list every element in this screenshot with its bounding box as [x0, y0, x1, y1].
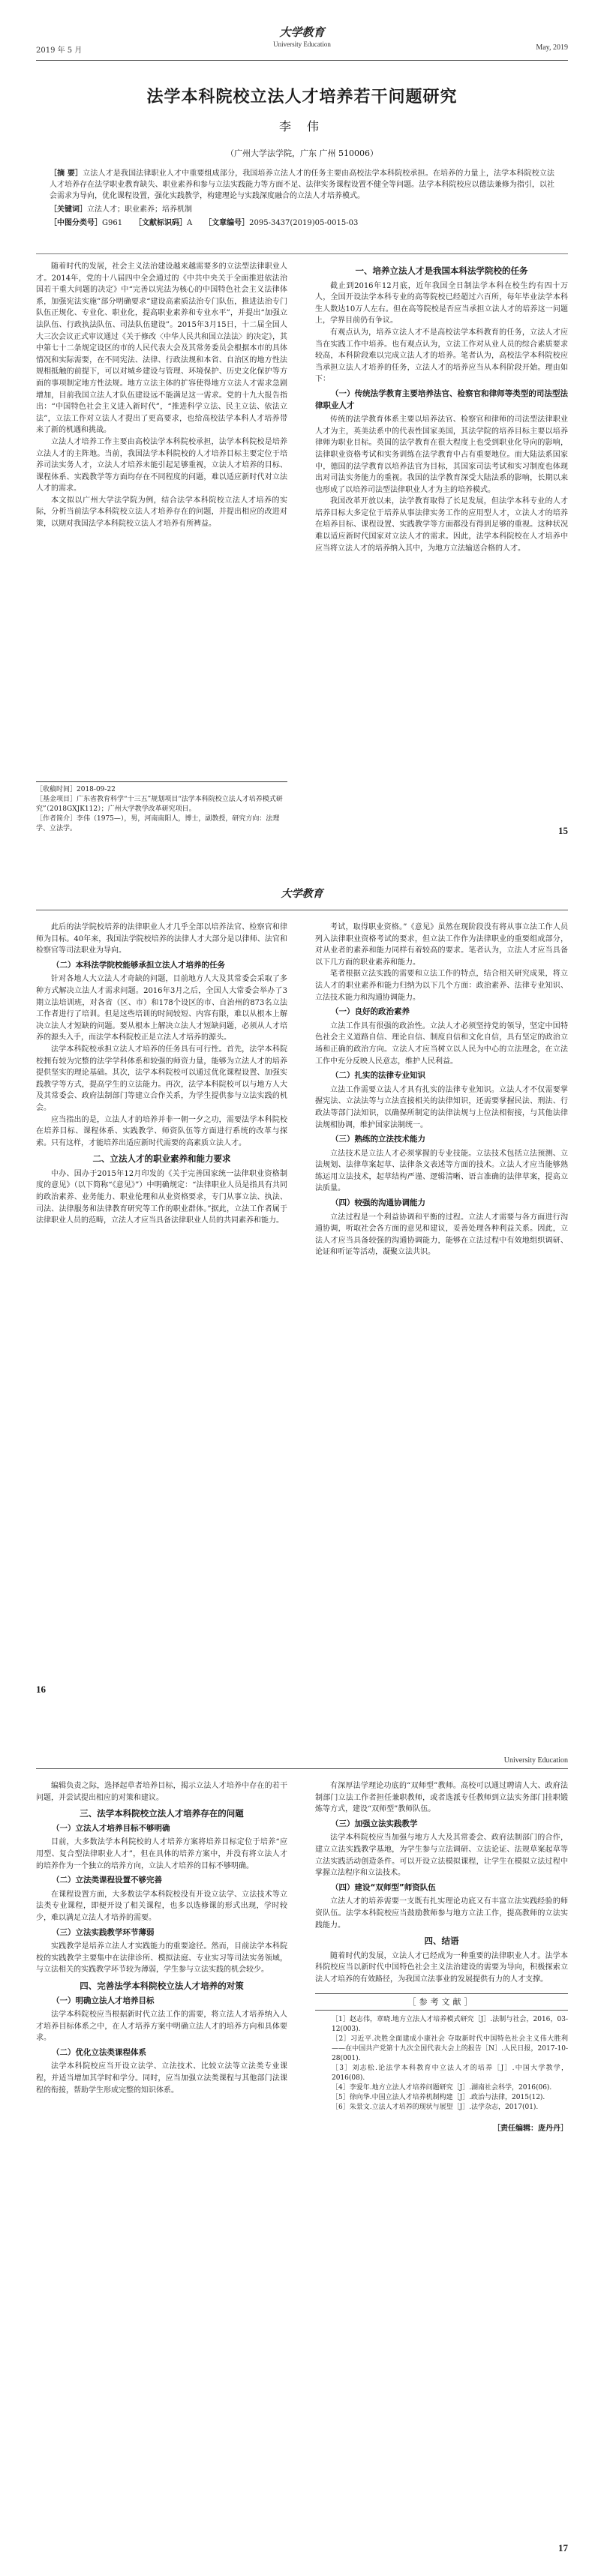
footnote-block: [36, 781, 287, 834]
subsection-heading: （四）较强的沟通协调能力: [331, 1198, 425, 1208]
clc-label: ［中图分类号］: [50, 219, 102, 227]
responsible-editor: ［责任编辑：庞丹丹］: [493, 2125, 568, 2134]
paragraph: 在课程设置方面，大多数法学本科院校没有开设立法学、立法技术等立法类专业课程，即便开设了相关课程，也多以选修课的形式出现，学时较少，难以满足立法人才培养的需要。: [36, 1890, 287, 1922]
subsection-heading: （二）优化立法类课程体系: [52, 2047, 146, 2057]
page-2: [0, 859, 604, 1717]
page-1: [0, 0, 604, 859]
running-header: [36, 1738, 568, 1769]
received-date: ［收稿时间］2018-09-22: [36, 786, 116, 793]
abstract: [50, 168, 554, 202]
paragraph: 实践教学是培养立法人才实践能力的重要途径。然而，目前法学本科院校的实践教学主要集中在法律诊所、模拟法庭、专业实习等司法实务领域，与立法相关的实践教学环节较为薄弱，学生参与立法实践的机会较少。: [36, 1942, 287, 1975]
paragraph: 考试，取得职业资格。”《意见》虽然在现阶段没有将从事立法工作人员列入法律职业资格考试的要求，但立法工作作为法律职业的重要组成部分，对从业者的素养和能力同样有着较高的要求。笔者认为，立法人才应当具备以下几方面的职业素养和能力。: [315, 923, 568, 967]
paragraph: 目前，大多数法学本科院校的人才培养方案将培养目标定位于培养“应用型、复合型法律职业人才”，但在具体的培养方案中，并没有将立法人才的培养作为一个独立的培养方向，立法人才培养的目标不够明确。: [36, 1838, 287, 1870]
subsection-heading: （二）扎实的法律专业知识: [331, 1071, 425, 1081]
doc-code-value: A: [186, 219, 193, 227]
paragraph: 截止到2016年12月底，近年我国全日制法学本科在校生约有四十万人，全国开设法学本科专业的高等院校已经超过六百所，每年毕业法学本科生人数达10万人左右。但在高等院校是否应当承担立法人才的培养这一问题上，学界目前仍有争议。: [315, 281, 568, 325]
subsection-heading: （三）熟练的立法技术能力: [331, 1135, 425, 1144]
journal-logo: 大学教育: [281, 888, 323, 900]
paragraph: 传统的法学教育体系主要以培养法官、检察官和律师的司法型法律职业人才为主，英美法系中的代表性国家美国，其法学院的培养目标主要以培养律师为职业目标。英国的法学教育在很大程度上也受到职业化导向的影响，法律职业资格考试和实务训练在法学教育中占有重要地位。而大陆法系国家中，德国的法学教育以培养法官为目标，其国家司法考试和实习制度也体现出对司法实务能力的重视。我国的法学教育深受大陆法系的影响，长期以来也形成了以培养司法型法律职业人才为主的培养模式。: [315, 415, 568, 494]
subsection-heading: （四）建设“双师型”师资队伍: [331, 1882, 436, 1892]
clc-value: G961: [102, 219, 123, 227]
author-bio: ［作者简介］李伟（1975—），男，河南南阳人，博士，副教授，研究方向：法理学、立法学。: [36, 815, 280, 832]
section-heading: 四、完善法学本科院校立法人才培养的对策: [80, 1980, 244, 1991]
paragraph: 有观点认为，培养立法人才不是高校法学本科教育的任务，立法人才应当在实践工作中培养。也有观点认为，立法工作对从业人员的综合素质要求较高，本科阶段难以完成立法人才的培养。笔者认为，高校法学本科院校应当承担立法人才培养的任务，立法人才的培养应当从本科阶段开始。理由如下：: [315, 328, 568, 384]
paragraph: 立法技术是立法人才必须掌握的专业技能。立法技术包括立法预测、立法规划、法律草案起草、法律条文表述等方面的技术。立法人才应当能够熟练运用立法技术，起草结构严谨、逻辑清晰、语言准确的法律草案，提高立法质量。: [315, 1149, 568, 1193]
abstract-block: [50, 168, 554, 231]
journal-english-name: University Education: [273, 40, 331, 48]
divider: [36, 253, 568, 254]
references-block: [315, 1993, 568, 2135]
body-column-right: [315, 1780, 568, 2135]
abstract-label: ［摘 要］: [50, 169, 83, 178]
paragraph: 立法工作具有很强的政治性。立法人才必须坚持党的领导，坚定中国特色社会主义道路自信、理论自信、制度自信和文化自信，具有坚定的政治立场和正确的政治方向。立法人才应当树立以人民为中心的立法理念，在立法工作中充分反映人民意志，维护人民利益。: [315, 1021, 568, 1066]
paragraph: 法学本科院校应当开设立法学、立法技术、比较立法等立法类专业课程，并适当增加其学时和学分。同时，应当加强立法类课程与其他部门法课程的衔接，帮助学生形成完整的知识体系。: [36, 2062, 287, 2095]
body-column-left: [36, 261, 287, 530]
author-affiliation: （广州大学法学院，广东 广州 510006）: [226, 148, 378, 158]
running-header: [36, 880, 568, 910]
section-heading: 三、法学本科院校立法人才培养存在的问题: [80, 1808, 244, 1819]
journal-english-name: University Education: [503, 1756, 568, 1765]
references-title: ［参考文献］: [315, 1993, 568, 2011]
reference-item: ［5］徐向华.中国立法人才培养机制构建［J］.政治与法律，2015(12).: [332, 2094, 545, 2102]
page-number: 17: [558, 2542, 568, 2554]
subsection-heading: （一）立法人才培养目标不够明确: [52, 1823, 170, 1833]
paragraph: 立法人才培养工作主要由高校法学本科院校承担，法学本科院校是培养立法人才的主阵地。当前，我国法学本科院校的人才培养目标主要定位于培养司法实务人才，立法人才培养未能引起足够重视，立法人才培养的目标、课程体系、实践教学等方面均存在不同程度的问题，难以适应新时代对立法人才的需求。: [36, 437, 287, 493]
page-number: 16: [36, 1684, 46, 1695]
subsection-heading: （二）本科法学院校能够承担立法人才培养的任务: [52, 960, 225, 970]
paragraph: 随着时代的发展，社会主义法治建设越来越需要多的立法型法律职业人才。2014年，党的十八届四中全会通过的《中共中央关于全面推进依法治国若干重大问题的决定》中“完善以宪法为核心的中国特色社会主义法律体系，加强宪法实施”部分明确要求“建设高素质法治专门队伍，推进法治专门队伍正规化、专业化、职业化，提高职业素养和专业水平”，并提出“加强立法队伍、行政执法队伍、司法队伍建设”。2015年3月15日，十二届全国人大三次会议正式审议通过《关于修改〈中华人民共和国立法法〉的决定》，其中第七十二条规定设区的市的人民代表大会及其常务委员会根据本市的具体情况和实际需要，在不同宪法、法律、行政法规和本省、自治区的地方性法规相抵触的前提下，可以对城乡建设与管理、环境保护、历史文化保护等方面的事项制定地方性法规。地方立法主体的扩容使得地方立法人才需求急剧增加，目前我国立法人才队伍建设远不能满足这一需求。党的十九大报告指出：“中国特色社会主义进入新时代”，“推进科学立法、民主立法、依法立法”，立法工作对立法人才提出了更高要求，也给高校法学本科人才培养带来了新的机遇和挑战。: [36, 262, 287, 435]
reference-item: ［2］习近平.决胜全面建成小康社会 夺取新时代中国特色社会主义伟大胜利——在中国共产党第十九次全国代表大会上的报告［N］.人民日报，2017-10-28(001).: [332, 2035, 568, 2063]
paragraph: 应当指出的是，立法人才的培养并非一朝一夕之功，需要法学本科院校在培养目标、课程体系、实践教学、师资队伍等方面进行系统的改革与探索。只有这样，才能培养出适应新时代需要的高素质立法人才。: [36, 1115, 287, 1147]
paragraph: 立法人才的培养需要一支既有扎实理论功底又有丰富立法实践经验的师资队伍。法学本科院校应当鼓励教师参与地方立法工作，提高教师的立法实践能力。: [315, 1897, 568, 1930]
paragraph: 编辑负责之际，选择起草者培养目标，揭示立法人才培养中存在的若干问题，并尝试提出相应的对策和建议。: [36, 1782, 287, 1802]
issue-date-cn: 2019 年 5 月: [36, 46, 83, 55]
article-title: 法学本科院校立法人才培养若干问题研究: [146, 88, 458, 106]
body-column-left: [36, 922, 287, 1227]
keywords-label: ［关键词］: [50, 205, 87, 214]
reference-item: ［1］赵志伟，章晓.地方立法人才培养模式研究［J］.法制与社会，2016，03-12(003).: [332, 2016, 568, 2034]
article-no-label: ［文章编号］: [204, 219, 250, 227]
section-heading: 二、立法人才的职业素养和能力要求: [92, 1153, 231, 1165]
reference-item: ［6］朱景文.立法人才培养的现状与展望［J］.法学杂志，2017(01).: [332, 2104, 539, 2112]
journal-logo: 大学教育: [279, 25, 325, 39]
keywords: [50, 204, 554, 215]
section-heading: 四、结语: [424, 1936, 459, 1947]
subsection-heading: （一）传统法学教育主要培养法官、检察官和律师等类型的司法型法律职业人才: [315, 388, 568, 410]
body-column-left: [36, 1780, 287, 2096]
running-header: [36, 21, 568, 61]
subsection-heading: （一）明确立法人才培养目标: [52, 1996, 155, 2005]
page-number: 15: [558, 825, 568, 836]
subsection-heading: （三）立法实践教学环节薄弱: [52, 1927, 155, 1937]
paragraph: 中办、国办于2015年12月印发的《关于完善国家统一法律职业资格制度的意见》（以下简称“《意见》”）中明确规定：“法律职业人员是指具有共同的政治素养、业务能力、职业伦理和从业资格要求，专门从事立法、执法、司法、法律服务和法律教育研究等工作的职业群体。”据此，立法工作者属于法律职业人员的范畴，立法人才应当具备法律职业人员的共同素养和能力。: [36, 1169, 287, 1225]
paragraph: 法学本科院校应当加强与地方人大及其常委会、政府法制部门的合作，建立立法实践教学基地，为学生参与立法调研、立法论证、法规草案起草等立法实践活动创造条件。可以开设立法模拟课程，让学生在模拟立法过程中掌握立法程序和立法技术。: [315, 1834, 568, 1878]
subsection-heading: （二）立法类课程设置不够完善: [52, 1876, 162, 1885]
paragraph: 随着时代的发展，立法人才已经成为一种重要的法律职业人才。法学本科院校应当以新时代中国特色社会主义法治建设的需要为导向，积极探索立法人才培养的有效路径，为我国立法事业的发展提供有力的人才支撑。: [315, 1951, 568, 1984]
paragraph: 法学本科院校应当根据新时代立法工作的需要，将立法人才培养纳入人才培养目标体系之中，在人才培养方案中明确立法人才的培养方向和具体要求。: [36, 2011, 287, 2043]
paragraph: 针对各地人大立法人才奇缺的问题，目前地方人大及其常委会采取了多种方式解决立法人才需求问题。2016年3月之后，全国人大常委会举办了3期立法培训班，对各省（区、市）和178个设区的市、自治州的873名立法工作者进行了培训。但是这些培训的时间较短、内容有限，难以从根本上解决立法人才短缺的问题。要从根本上解决立法人才短缺问题，必须从人才培养的源头入手，而法学本科院校正是立法人才培养的源头。: [36, 975, 287, 1042]
reference-item: ［3］刘志松.论法学本科教育中立法人才的培养［J］.中国大学教学，2016(08).: [332, 2065, 568, 2083]
subsection-heading: （一）良好的政治素养: [331, 1007, 410, 1017]
paragraph: 我国改革开放以来，法学教育取得了长足发展，但法学本科专业的人才培养目标大多定位于培养从事法律实务工作的应用型人才，立法人才的培养在培养目标、课程设置、实践教学等方面都没有得到足够的重视。这种状况难以适应新时代国家对立法人才的需求。因此，法学本科院校在人才培养中应当将立法人才的培养纳入其中，为地方立法输送合格的人才。: [315, 497, 568, 553]
keywords-text: 立法人才；职业素养；培养机制: [87, 205, 192, 214]
paragraph: 此后的法学院校培养的法律职业人才几乎全部以培养法官、检察官和律师为目标。40年来，我国法学院校培养的法律人才大部分是以律师、法官和检察官等司法职业为导向。: [36, 923, 287, 955]
article-no-value: 2095-3437(2019)05-0015-03: [249, 219, 359, 227]
body-column-right: [315, 261, 568, 554]
abstract-text: 立法人才是我国法律职业人才中重要组成部分，我国培养立法人才的任务主要由高校法学本科院校承担。在培养的力量上，法学本科院校立法人才培养存在法学职业教育缺失、职业素养和参与立法实践能力等方面不足、法律实务课程设置不健全等问题。法学本科院校应以德法兼修为指引，以社会需求为导向，优化课程设置，强化实践教学，构建理论与实践深度融合的立法人才培养模式。: [50, 169, 554, 200]
paragraph: 立法过程是一个利益协调和平衡的过程。立法人才需要与各方面进行沟通协调，听取社会各方面的意见和建议，妥善处理各种利益关系。因此，立法人才应当具备较强的沟通协调能力，能够在立法过程中有效地组织调研、论证和听证等活动，凝聚立法共识。: [315, 1213, 568, 1257]
paragraph: 法学本科院校承担立法人才培养的任务具有可行性。首先，法学本科院校拥有较为完整的法学学科体系和较强的师资力量，能够为立法人才的培养提供坚实的理论基础。其次，法学本科院校可以通过优化课程设置、加强实践教学等方式，提高学生的立法能力。再次，法学本科院校可以与地方人大及其常委会、政府法制部门等建立合作关系，为学生提供参与立法实践的机会。: [36, 1045, 287, 1112]
paragraph: 有深厚法学理论功底的“双师型”教师。高校可以通过聘请人大、政府法制部门立法工作者担任兼职教师，或者选派专任教师到立法实务部门挂职锻炼等方式，建设“双师型”教师队伍。: [315, 1782, 568, 1814]
section-heading: 一、培养立法人才是我国本科法学院校的任务: [355, 265, 528, 276]
author-name: 李 伟: [278, 119, 326, 133]
page-3: [0, 1717, 604, 2576]
doc-code-label: ［文献标识码］: [134, 219, 187, 227]
fund-info: ［基金项目］广东省教育科学“十三五”规划项目“法学本科院校立法人才培养模式研究”（2018GXJK112）；广州大学教学改革研究项目。: [36, 796, 283, 813]
paragraph: 笔者根据立法实践的需要和立法工作的特点，结合相关研究成果，将立法人才的职业素养和能力归纳为以下几个方面：政治素养、法律专业知识、立法技术能力和沟通协调能力。: [315, 970, 568, 1002]
subsection-heading: （三）加强立法实践教学: [331, 1819, 418, 1828]
body-column-right: [315, 922, 568, 1258]
paragraph: 立法工作需要立法人才具有扎实的法律专业知识。立法人才不仅需要掌握宪法、立法法等与立法直接相关的法律知识，还需要掌握民法、刑法、行政法等部门法知识，以确保所制定的法律法规与上位法相衔接，与其他法律法规相协调，维护国家法制统一。: [315, 1085, 568, 1129]
issue-date-en: May, 2019: [536, 43, 568, 52]
classification-line: [50, 217, 554, 229]
paragraph: 本文拟以广州大学法学院为例，结合法学本科院校立法人才培养的实际，分析当前法学本科院校立法人才培养存在的问题，并提出相应的改进对策，以期对我国法学本科院校立法人才培养有所裨益。: [36, 496, 287, 529]
reference-item: ［4］李爱年.地方立法人才培养问题研究［J］.湖南社会科学，2016(06).: [332, 2084, 552, 2092]
